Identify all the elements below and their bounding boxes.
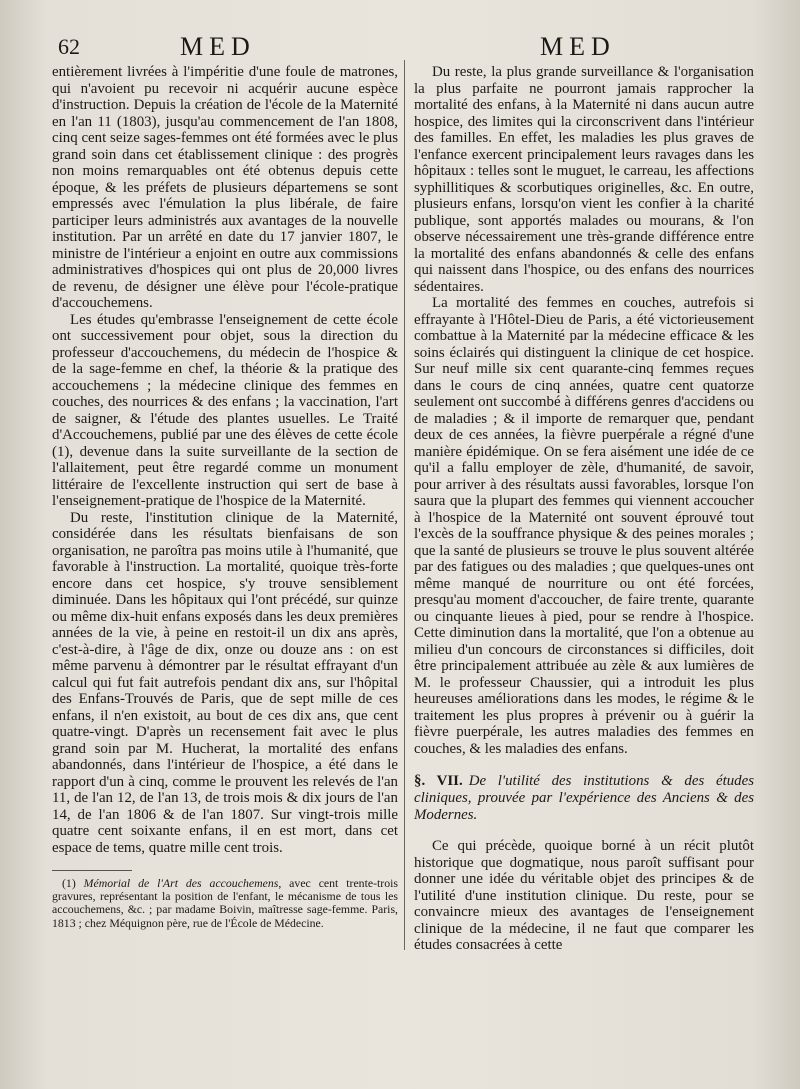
paragraph: Ce qui précède, quoique borné à un récit plutôt historique que dogmatique, nous paroît suffisant pour donner une idée du véritable objet des principes & de l'utilité d'une institution clinique. Du reste, pour se convaincre mieux des avantages de l'enseignement clinique de la médecine, il ne faut que comparer les études consacrées à cette: [414, 838, 754, 953]
section-title: De l'utilité des institutions & des études cliniques, prouvée par l'expérience des Anciens & des Modernes.: [414, 773, 755, 823]
running-head-left: MED: [180, 32, 256, 61]
right-column: [414, 64, 754, 954]
paragraph: Du reste, l'institution clinique de la Maternité, considérée dans les résultats bienfaisans de son organisation, ne paroîtra pas moins utile à l'humanité, que favorable à l'instruction. La mortalité, quoique très-forte encore dans cet hospice, s'y trouve sensiblement diminuée. Dans les hôpitaux qui l'ont précédé, sur quinze ou même dix-huit enfans exposés dans les deux premières années de la vie, à peine en restoit-il un dix ans après, c'est-à-dire, à l'âge de dix, onze ou douze ans : on est même parvenu à démontrer par le résultat effrayant d'un calcul qui fut fait autrefois pendant dix ans, sur l'hôpital des Enfans-Trouvés de Paris, que de sept mille de ces enfans, il n'en existoit, au bout de ces dix ans, que cent quatre-vingt. D'après un recensement fait avec le plus grand soin par M. Hucherat, la mortalité des enfans abandonnés, dans l'intérieur de l'hospice, a été dans le rapport d'un à cinq, comme le prouvent les relevés de l'an 11, de l'an 12, de l'an 13, de trois mois & dix jours de l'an 14, de l'an 1806 & de l'an 1807. Sur vingt-trois mille quatre cent soixante enfans, il en est mort, dans cet espace de tems, quatre mille cent trois.: [52, 509, 398, 856]
paragraph: La mortalité des femmes en couches, autrefois si effrayante à l'Hôtel-Dieu de Paris, a été victorieusement combattue à la Maternité par la médecine efficace & les soins éclairés qui distinguent la clinique de cet hospice. Sur neuf mille six cent quarante-cinq femmes reçues dans le cours de cinq années, quatre cent quatorze seulement ont succombé à différens genres d'accidens ou de maladies ; & il importe de remarquer que, pendant deux de ces années, la fièvre puerpérale a régné d'une manière épidémique. On se fera aisément une idée de ce qu'il a fallu employer de zèle, d'humanité, de savoir, pour arriver à des résultats aussi favorables, lorsque l'on saura que la plupart des femmes qui viennent accoucher à l'hospice de la Maternité ont souvent éprouvé tout l'excès de la souffrance physique & des peines morales ; que la santé de plusieurs se trouve le plus souvent altérée par des fatigues ou des maladies ; que quelques-unes ont même manqué de nourriture ou ont été forcées, presqu'au moment d'accoucher, de faire trente, quarante ou cinquante lieues à pied, pour se rendre à l'hospice. Cette diminution dans la mortalité, que l'on a obtenue au milieu d'un concours de circonstances si difficiles, doit être principalement attribuée au zèle & aux lumières de M. le professeur Chaussier, qui a introduit les plus heureuses améliorations dans les modes, le régime & le traitement les plus propres à prévenir ou à guérir la fièvre puerpérale, les autres maladies des femmes en couches, & les maladies des enfans.: [414, 295, 754, 757]
footnote-text: , avec cent trente-trois gravures, représentant la position de l'enfant, le mécanisme de tous les accouchemens, &c. ; par madame Boivin, maîtresse sage-femme. Paris, 1813 ; chez Méquignon père, rue de l'École de Médecine.: [52, 876, 398, 930]
section-heading: [414, 773, 754, 824]
footnote-title: Mémorial de l'Art des accouchemens: [83, 876, 279, 890]
column-divider: [404, 60, 405, 950]
running-head-right: MED: [540, 32, 616, 61]
page-number: 62: [58, 34, 80, 59]
section-number: §. VII.: [414, 773, 463, 789]
page-header: [0, 30, 800, 64]
paragraph: Les études qu'embrasse l'enseignement de cette école ont successivement pour objet, sous la direction du professeur d'accouchemens, du médecin de l'hospice & de la sage-femme en chef, la théorie & la pratique des accouchemens ; la médecine clinique des femmes en couches, des nourrices & des enfans ; la vaccination, l'art de saigner, & l'étude des plantes usuelles. Le Traité d'Accouchemens, publié par une des élèves de cette école (1), devenue dans la suite surveillante de la section de l'allaitement, peut être regardé comme un monument littéraire de l'excellente instruction qui sert de base à l'enseignement-pratique de l'hospice de la Maternité.: [52, 311, 398, 509]
footnote-marker: (1): [62, 876, 76, 890]
footnote-separator: [52, 870, 132, 871]
footnote: [52, 877, 398, 930]
left-column: [52, 64, 398, 930]
paragraph: Du reste, la plus grande surveillance & l'organisation la plus parfaite ne pourront jamais rapprocher la mortalité des enfans, à la Maternité ni dans aucun autre hospice, des limites qui la circonscrivent dans l'intérieur des familles. En effet, les maladies les plus graves de l'enfance exercent principalement leurs ravages dans les hôpitaux : telles sont le muguet, le carreau, les affections syphillitiques & scorbutiques originelles, &c. En outre, plusieurs enfans, lorsqu'on vient les confier à la charité publique, sont apportés malades ou mourans, & l'on observe nécessairement une très-grande différence entre la mortalité des enfans abandonnés & celle des enfans qui naissent dans l'hospice, ou des enfans des nourrices sédentaires.: [414, 64, 754, 295]
paragraph: entièrement livrées à l'impéritie d'une foule de matrones, qui n'avoient pu recevoir ni acquérir aucune espèce d'instruction. Depuis la création de l'école de la Maternité en l'an 11 (1803), jusqu'au commencement de l'an 1808, cinq cent seize sages-femmes ont été formées avec le plus grand soin dans cet établissement clinique : des progrès non moins remarquables ont été obtenus depuis cette époque, & les préfets de plusieurs départemens se sont empressés avec l'émulation la plus libérale, de faire participer leurs administrés aux avantages de la nouvelle institution. Par un arrêté en date du 17 janvier 1807, le ministre de l'intérieur a enjoint en outre aux commissions administratives d'hospices qui ont plus de 20,000 livres de revenu, de désigner une élève pour l'école-pratique d'accouchemens.: [52, 64, 398, 311]
